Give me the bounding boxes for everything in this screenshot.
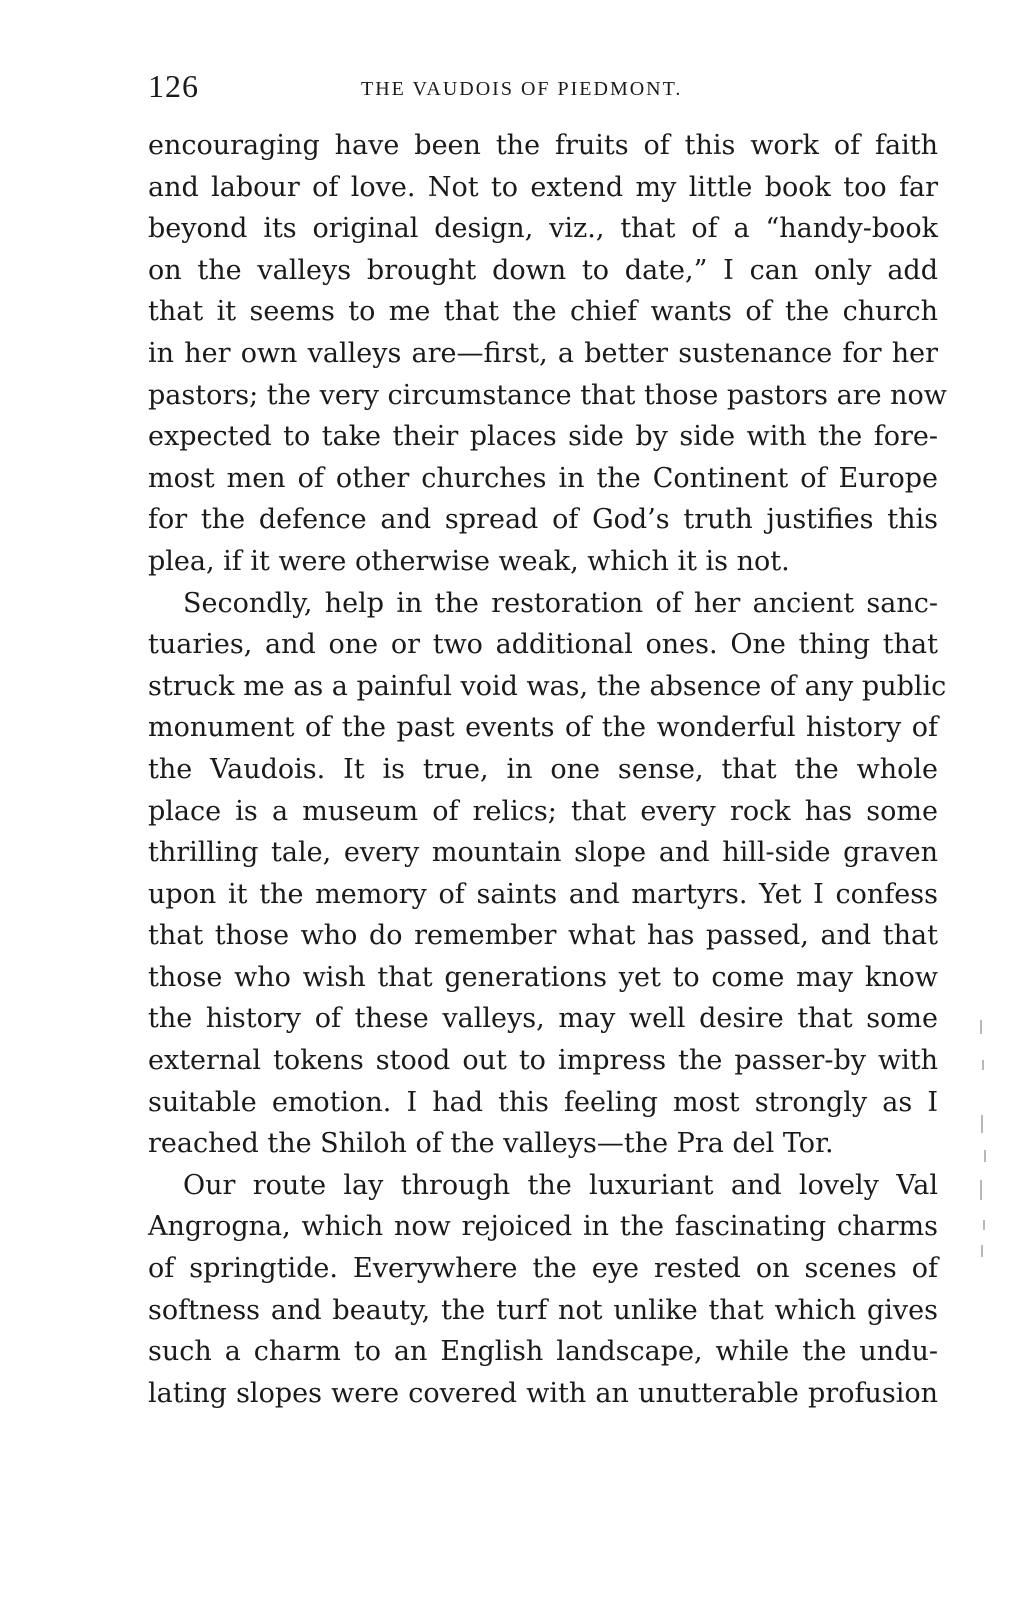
running-title: THE VAUDOIS OF PIEDMONT. <box>361 78 683 100</box>
body-text <box>148 125 947 1414</box>
text-line: pastors; the very circumstance that those pastors are now <box>148 379 947 411</box>
page-number: 126 <box>148 68 199 104</box>
text-line: those who wish that generations yet to come may know <box>148 961 938 993</box>
text-line: in her own valleys are—first, a better sustenance for her <box>148 337 938 369</box>
paragraph-3 <box>148 1165 938 1415</box>
text-line: suitable emotion. I had this feeling most strongly as I <box>148 1086 938 1118</box>
text-line: on the valleys brought down to date,” I can only add <box>148 254 938 286</box>
text-line: Secondly, help in the restoration of her ancient sanc- <box>183 587 938 619</box>
text-line: lating slopes were covered with an unutterable profusion <box>148 1377 938 1409</box>
text-line: and labour of love. Not to extend my little book too far <box>148 171 938 203</box>
text-line: encouraging have been the fruits of this work of faith <box>148 130 938 161</box>
text-line: upon it the memory of saints and martyrs. Yet I confess <box>148 878 938 910</box>
text-line: monument of the past events of the wonderful history of <box>148 712 938 744</box>
text-line: plea, if it were otherwise weak, which it is not. <box>148 545 790 577</box>
text-line: for the defence and spread of God’s truth justifies this <box>148 504 938 536</box>
paragraph-2 <box>148 583 947 1165</box>
text-line: the history of these valleys, may well desire that some <box>148 1003 938 1035</box>
text-line: softness and beauty, the turf not unlike that which gives <box>148 1294 938 1326</box>
text-line: that those who do remember what has passed, and that <box>148 920 938 952</box>
text-line: place is a museum of relics; that every rock has some <box>148 795 938 827</box>
text-line: that it seems to me that the chief wants of the church <box>148 296 938 328</box>
text-line: of springtide. Everywhere the eye rested on scenes of <box>148 1253 938 1285</box>
page-edge-scan-marks <box>978 1020 1000 1260</box>
text-line: beyond its original design, viz., that of a “handy-book <box>148 213 938 245</box>
text-line: expected to take their places side by side with the fore- <box>148 421 938 453</box>
text-line: Angrogna, which now rejoiced in the fascinating charms <box>148 1211 938 1243</box>
text-line: most men of other churches in the Continent of Europe <box>148 462 938 494</box>
text-line: such a charm to an English landscape, while the undu- <box>148 1336 938 1368</box>
text-line: tuaries, and one or two additional ones. One thing that <box>148 629 938 661</box>
paragraph-1 <box>148 125 947 583</box>
page-header <box>148 66 938 110</box>
text-line: the Vaudois. It is true, in one sense, that the whole <box>148 753 938 785</box>
text-line: thrilling tale, every mountain slope and hill-side graven <box>148 837 938 869</box>
text-line: struck me as a painful void was, the absence of any public <box>148 670 947 702</box>
text-line: Our route lay through the luxuriant and lovely Val <box>183 1169 938 1201</box>
text-line: external tokens stood out to impress the passer-by with <box>148 1045 938 1077</box>
text-line: reached the Shiloh of the valleys—the Pra del Tor. <box>148 1128 834 1160</box>
